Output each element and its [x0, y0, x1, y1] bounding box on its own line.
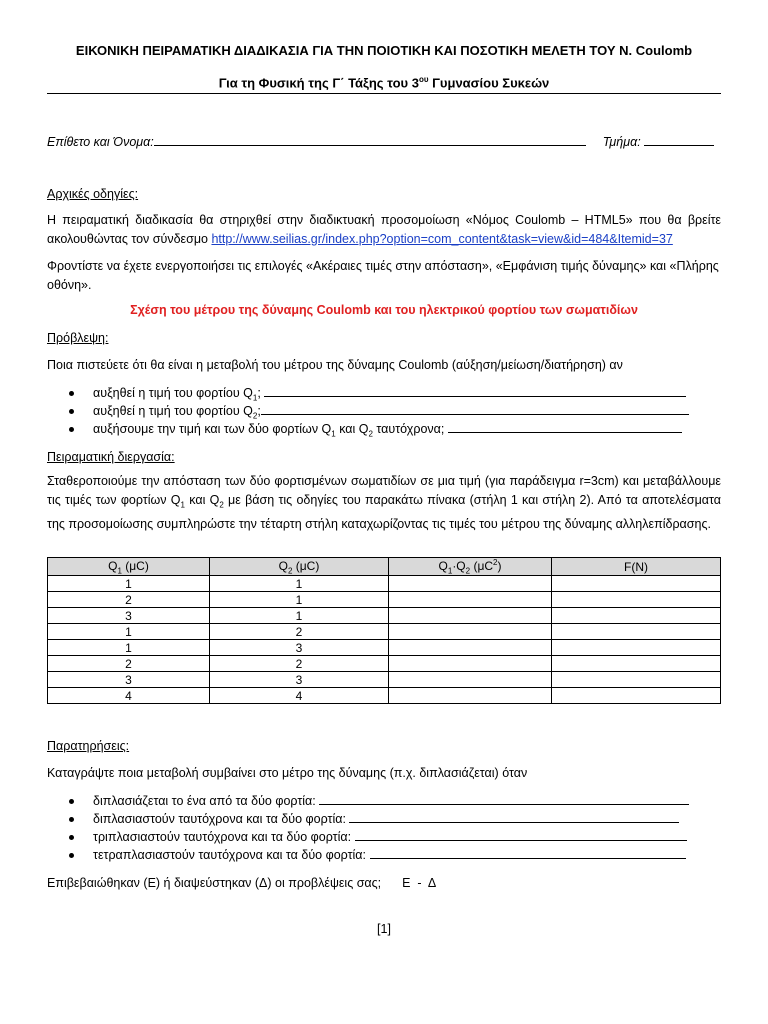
- page-number: [1]: [377, 922, 391, 936]
- cell-q2: 4: [210, 688, 389, 704]
- table-row: [48, 608, 721, 624]
- cell-q2: 1: [210, 608, 389, 624]
- cell-q1: 1: [48, 576, 210, 592]
- document-subtitle: Για τη Φυσική της Γ΄ Τάξης του $3^{o\upsilon}$ Γυμνασίου Συκεών: [47, 75, 721, 94]
- cell-q1: 2: [48, 656, 210, 672]
- table-row: [48, 576, 721, 592]
- simulation-link[interactable]: http://www.seilias.gr/index.php?option=com_content&task=view&id=484&Itemid=37: [211, 232, 673, 246]
- confirmation-line: [47, 874, 721, 893]
- results-table: [47, 557, 721, 704]
- cell-q2: 2: [210, 656, 389, 672]
- table-body: [48, 576, 721, 704]
- header-product: $Q_1\cdot Q_2$ $(\mu C^2)$: [389, 558, 552, 576]
- table-row: [48, 592, 721, 608]
- list-item: διπλασιαστούν ταυτόχρονα και τα δύο φορτία:: [47, 810, 721, 828]
- answer-field[interactable]: [448, 420, 682, 433]
- cell-force-input[interactable]: [552, 608, 721, 624]
- cell-q2: 1: [210, 592, 389, 608]
- list-item: αυξηθεί η τιμή του φορτίου $Q_2$;: [47, 402, 721, 420]
- cell-force-input[interactable]: [552, 576, 721, 592]
- cell-product-input[interactable]: [389, 592, 552, 608]
- table-header-row: [48, 558, 721, 576]
- table-row: [48, 640, 721, 656]
- student-info-line: [47, 132, 721, 149]
- confirmation-question: Επιβεβαιώθηκαν (Ε) ή διαψεύστηκαν (Δ) οι προβλέψεις σας;: [47, 876, 382, 890]
- list-item: διπλασιάζεται το ένα από τα δύο φορτία:: [47, 792, 721, 810]
- cell-q1: 2: [48, 592, 210, 608]
- cell-q2: 3: [210, 640, 389, 656]
- observations-list: [47, 792, 721, 864]
- cell-q1: 3: [48, 672, 210, 688]
- header-force: F(N): [552, 558, 721, 576]
- observations-intro: Καταγράψτε ποια μεταβολή συμβαίνει στο μέτρο της δύναμης (π.χ. διπλασιάζεται) όταν: [47, 766, 528, 780]
- cell-q1: 3: [48, 608, 210, 624]
- cell-q2: 3: [210, 672, 389, 688]
- cell-force-input[interactable]: [552, 672, 721, 688]
- procedure-heading: Πειραματική διεργασία:: [47, 450, 175, 464]
- header-q2: $Q_2$ (μC): [210, 558, 389, 576]
- table-row: [48, 688, 721, 704]
- cell-product-input[interactable]: [389, 640, 552, 656]
- answer-field[interactable]: [261, 402, 689, 415]
- header-q1: $Q_1$ (μC): [48, 558, 210, 576]
- observations-heading: Παρατηρήσεις:: [47, 739, 130, 753]
- cell-force-input[interactable]: [552, 656, 721, 672]
- table-row: [48, 656, 721, 672]
- answer-field[interactable]: [264, 384, 686, 397]
- cell-product-input[interactable]: [389, 624, 552, 640]
- document-title: ΕΙΚΟΝΙΚΗ ΠΕΙΡΑΜΑΤΙΚΗ ΔΙΑΔΙΚΑΣΙΑ ΓΙΑ ΤΗΝ ΠΟΙΟΤΙΚΗ ΚΑΙ ΠΟΣΟΤΙΚΗ ΜΕΛΕΤΗ ΤΟΥ Ν. Coulomb: [75, 43, 693, 58]
- prediction-heading: Πρόβλεψη:: [47, 331, 109, 345]
- cell-q2: 1: [210, 576, 389, 592]
- answer-field[interactable]: [319, 792, 689, 805]
- cell-product-input[interactable]: [389, 672, 552, 688]
- section-title: Σχέση του μέτρου της δύναμης Coulomb και του ηλεκτρικού φορτίου των σωματιδίων: [130, 303, 638, 317]
- prediction-list: [47, 384, 721, 438]
- answer-field[interactable]: [355, 828, 687, 841]
- table-row: [48, 624, 721, 640]
- cell-force-input[interactable]: [552, 640, 721, 656]
- list-item: τριπλασιαστούν ταυτόχρονα και τα δύο φορτία:: [47, 828, 721, 846]
- settings-note: Φροντίστε να έχετε ενεργοποιήσει τις επιλογές «Ακέραιες τιμές στην απόσταση», «Εμφάνιση τιμής δύναμης» και «Πλήρης οθόνη».: [47, 259, 719, 292]
- cell-q1: 1: [48, 624, 210, 640]
- class-label: Τμήμα:: [602, 135, 641, 149]
- table-row: [48, 672, 721, 688]
- cell-q1: 4: [48, 688, 210, 704]
- list-item: αυξηθεί η τιμή του φορτίου $Q_1$;: [47, 384, 721, 402]
- list-item: τετραπλασιαστούν ταυτόχρονα και τα δύο φορτία:: [47, 846, 721, 864]
- prediction-intro: Ποια πιστεύετε ότι θα είναι η μεταβολή του μέτρου της δύναμης Coulomb (αύξηση/μείωση/διατήρηση) αν: [47, 358, 623, 372]
- list-item: αυξήσουμε την τιμή και των δύο φορτίων $Q_1$ και $Q_2$ ταυτόχρονα;: [47, 420, 721, 438]
- answer-field[interactable]: [349, 810, 679, 823]
- cell-product-input[interactable]: [389, 576, 552, 592]
- cell-q2: 2: [210, 624, 389, 640]
- procedure-text: Σταθεροποιούμε την απόσταση των δύο φορτισμένων σωματιδίων σε μια τιμή (για παράδειγμα r=3cm) και μεταβάλλουμε τις τιμές των φορτίων $Q_1$ και $Q_2$ με βάση τις οδηγίες του παρακάτω πίνακα (στήλη 1 και στήλη 2). Από τα αποτελέσματα της προσομοίωσης συμπληρώστε την τέταρτη στήλη καταχωρίζοντας τις τιμές του μέτρου της δύναμης αλληλεπίδρασης.: [47, 474, 721, 531]
- class-field[interactable]: [644, 132, 714, 146]
- confirmation-options[interactable]: Ε - Δ: [402, 876, 437, 890]
- cell-product-input[interactable]: [389, 608, 552, 624]
- cell-product-input[interactable]: [389, 656, 552, 672]
- cell-force-input[interactable]: [552, 688, 721, 704]
- cell-force-input[interactable]: [552, 624, 721, 640]
- answer-field[interactable]: [370, 846, 686, 859]
- instructions-heading: Αρχικές οδηγίες:: [47, 187, 139, 201]
- instructions-text: Η πειραματική διαδικασία θα στηριχθεί στην διαδικτυακή προσομοίωση «Νόμος Coulomb – HTML5» που θα βρείτε ακολουθώντας τον σύνδεσμο http://www.seilias.gr/index.php?option=com_content&task=view&id=484&Itemid=37: [47, 213, 721, 246]
- cell-product-input[interactable]: [389, 688, 552, 704]
- cell-q1: 1: [48, 640, 210, 656]
- cell-force-input[interactable]: [552, 592, 721, 608]
- name-label: Επίθετο και Όνομα:: [47, 135, 154, 149]
- name-field[interactable]: [154, 132, 586, 146]
